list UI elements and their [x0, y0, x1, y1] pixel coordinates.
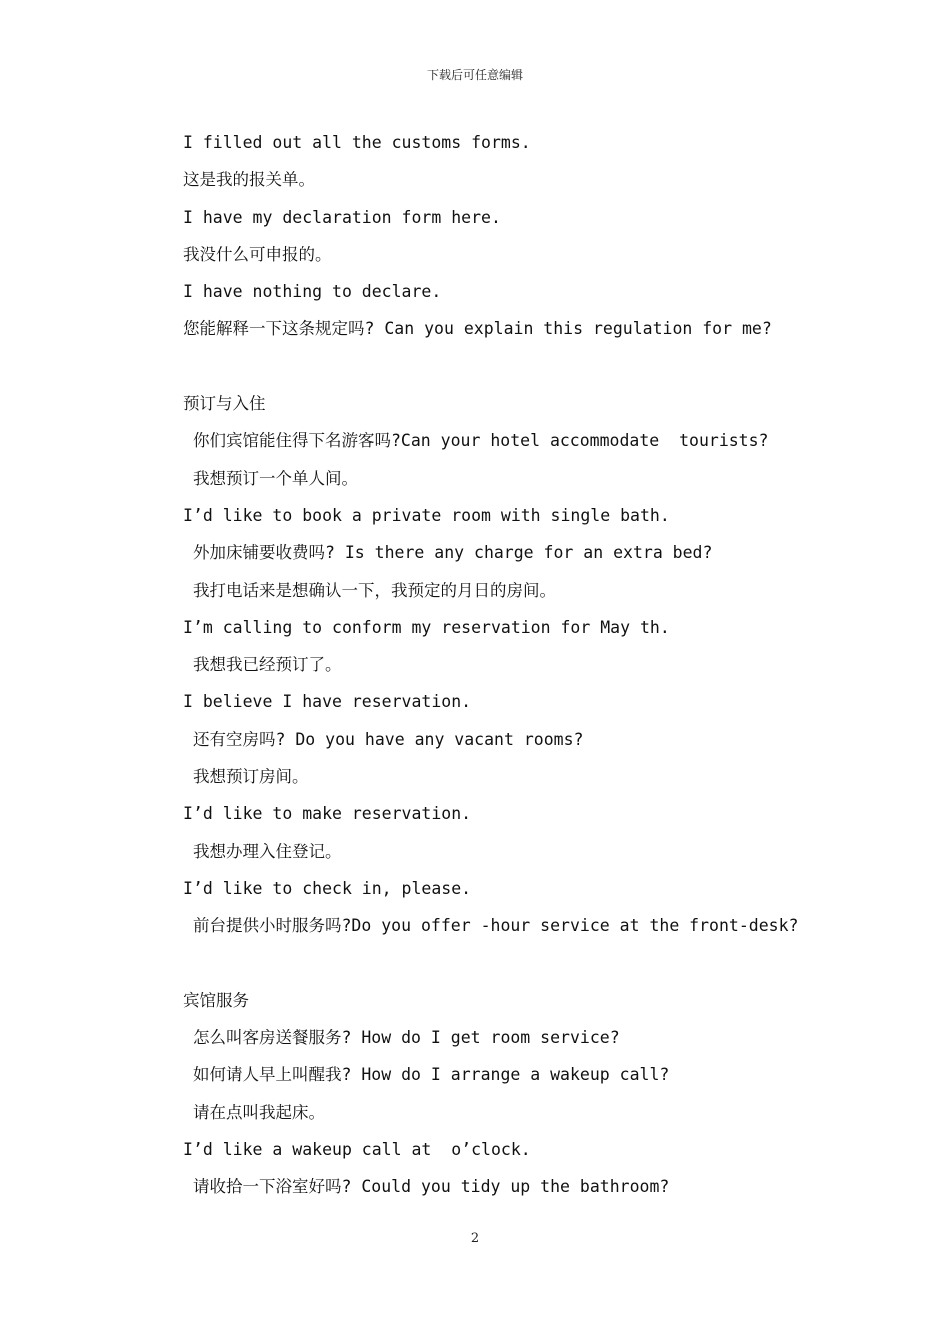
text-line: I have my declaration form here. [183, 207, 501, 227]
text-line: 请收拾一下浴室好吗? Could you tidy up the bathroom? [193, 1177, 670, 1197]
text-line: 我想预订房间。 [193, 767, 309, 787]
page-number: 2 [470, 1231, 480, 1246]
text-line: 您能解释一下这条规定吗? Can you explain this regulation for me? [183, 319, 772, 339]
blank-line [183, 348, 903, 385]
text-line: I’d like a wakeup call at o’clock. [183, 1140, 531, 1160]
text-line: 我想我已经预订了。 [193, 655, 342, 675]
text-line: 宾馆服务 [183, 990, 249, 1010]
text-line: I’m calling to conform my reservation for May th. [183, 617, 670, 637]
text-line: 我想办理入住登记。 [193, 841, 342, 861]
text-line: 这是我的报关单。 [183, 170, 315, 190]
text-line: I’d like to check in, please. [183, 878, 472, 898]
text-line: I’d like to make reservation. [183, 804, 472, 824]
text-line: 怎么叫客房送餐服务? How do I get room service? [193, 1028, 620, 1048]
text-line: I have nothing to declare. [183, 282, 442, 302]
text-line: I filled out all the customs forms. [183, 133, 531, 152]
text-line: 预订与入住 [183, 394, 266, 414]
text-line: 还有空房吗? Do you have any vacant rooms? [193, 729, 584, 749]
document-body [183, 124, 903, 1206]
text-line: 我打电话来是想确认一下，我预定的月日的房间。 [193, 580, 556, 600]
text-line: 我没什么可申报的。 [183, 244, 332, 264]
text-line: I believe I have reservation. [183, 692, 472, 712]
text-line: 你们宾馆能住得下名游客吗?Can your hotel accommodate tourists? [193, 431, 769, 451]
text-line: I’d like to book a private room with single bath. [183, 505, 670, 525]
text-line: 前台提供小时服务吗?Do you offer -hour service at the front-desk? [193, 916, 799, 936]
text-line: 外加床铺要收费吗? Is there any charge for an extra bed? [193, 543, 713, 563]
text-line: 请在点叫我起床。 [193, 1102, 325, 1122]
page-header: 下载后可任意编辑 [426, 68, 523, 82]
text-line: 如何请人早上叫醒我? How do I arrange a wakeup call? [193, 1065, 670, 1085]
text-line: 我想预订一个单人间。 [193, 468, 358, 488]
blank-line [183, 945, 903, 982]
